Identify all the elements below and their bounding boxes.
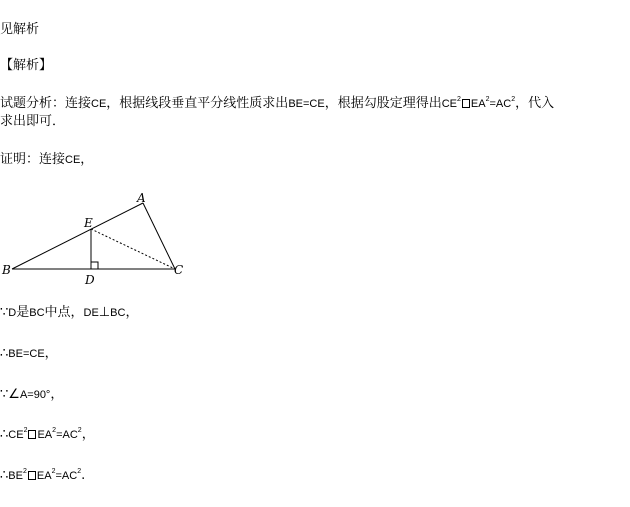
segment-ce: CE <box>65 154 81 166</box>
right-angle-mark <box>91 262 98 269</box>
because-symbol: ∵ <box>0 305 9 320</box>
proof-step-4: $\therefore CE^2$ $EA^2=AC^2$， <box>0 427 95 442</box>
proof-prefix: 证明：连接 <box>0 152 66 167</box>
proof-step-2: ∴BE=CE， <box>0 346 58 361</box>
therefore-symbol: ∴ <box>0 427 9 442</box>
label-a: A <box>137 191 146 205</box>
angle-symbol: ∠ <box>8 387 20 402</box>
therefore-symbol: ∴ <box>0 346 9 361</box>
label-d: D <box>85 273 95 287</box>
proof-intro <box>0 152 93 168</box>
unknown-glyph-box <box>28 471 36 480</box>
analysis-prefix: 试题分析：连接 <box>0 96 92 111</box>
therefore-symbol: ∴ <box>0 468 9 483</box>
segment-ce: CE <box>91 98 107 110</box>
segment-ba <box>12 203 143 269</box>
proof-step-5: $\therefore BE^2$ $EA^2=AC^2$. <box>0 468 86 483</box>
analysis-line-2: 求出即可． <box>0 114 66 129</box>
proof-step-1: ∵D是BC中点，DE⊥BC， <box>0 305 139 320</box>
because-symbol: ∵ <box>0 387 9 402</box>
label-c: C <box>174 263 184 277</box>
equation-be-ce: BE=CE <box>288 98 325 110</box>
unknown-glyph-box <box>462 99 470 108</box>
perpendicular-symbol: ⊥ <box>98 305 111 320</box>
answer-heading: 见解析 <box>0 22 40 37</box>
analysis-line-1 <box>0 96 554 112</box>
proof-suffix: ， <box>80 152 94 167</box>
analysis-mid2: ，根据勾股定理得出 <box>324 96 442 111</box>
analysis-mid: ，根据线段垂直平分线性质求出 <box>106 96 289 111</box>
label-b: B <box>2 263 11 277</box>
triangle-figure <box>0 190 195 290</box>
segment-ec-dashed <box>91 229 175 269</box>
segment-ac <box>143 203 175 269</box>
pythagoras-equation: $CE^2$ $EA^2=AC^2$ <box>441 96 516 110</box>
proof-step-3: ∵∠A=90°， <box>0 387 64 402</box>
unknown-glyph-box <box>28 430 36 439</box>
section-label: 【解析】 <box>0 58 53 73</box>
label-e: E <box>84 216 93 230</box>
analysis-suffix: ，代入 <box>515 96 555 111</box>
